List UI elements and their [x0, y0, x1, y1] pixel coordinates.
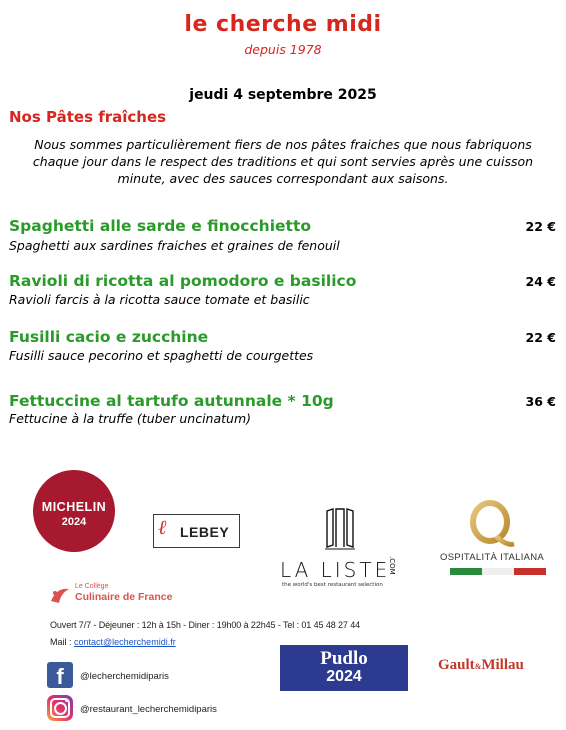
mail-label: Mail :: [50, 637, 75, 647]
intro-line: Nous sommes particulièrement fiers de nos pâtes fraiches que nous fabriquons: [34, 137, 532, 152]
lebey-logo: [153, 514, 240, 548]
pudlo-logo: [280, 645, 408, 691]
michelin-year: 2024: [61, 516, 87, 528]
section-intro: [30, 136, 536, 187]
laliste-tagline: the world's best restaurant selection: [282, 582, 383, 588]
laliste-name: LA LISTE: [280, 558, 391, 582]
restaurant-subtitle: depuis 1978: [244, 42, 322, 57]
intro-line: chaque jour dans le respect des traditions et qui sont servies après une cuisson: [32, 154, 534, 169]
dish-price: 22 €: [525, 330, 556, 345]
facebook-handle[interactable]: @lecherchemidiparis: [80, 671, 169, 682]
menu-date: jeudi 4 septembre 2025: [189, 87, 377, 103]
college-mark-icon: [49, 585, 71, 605]
college-culinaire-logo: [47, 583, 197, 607]
dish-name: Ravioli di ricotta al pomodoro e basilico: [9, 272, 357, 290]
dish-description: Fettucine à la truffe (tuber uncinatum): [9, 411, 252, 426]
dish-description: Fusilli sauce pecorino et spaghetti de courgettes: [9, 348, 314, 363]
dish-description: Spaghetti aux sardines fraiches et graines de fenouil: [9, 238, 340, 253]
dish-price: 36 €: [525, 394, 556, 409]
mail-link[interactable]: contact@lecherchemidi.fr: [74, 637, 176, 647]
ospitalita-q-icon: [468, 500, 516, 550]
gault-sep: &: [474, 662, 482, 671]
intro-line: minute, avec des sauces correspondant aux saisons.: [117, 171, 449, 186]
opening-hours: Ouvert 7/7 - Déjeuner : 12h à 15h - Diner : 19h00 à 22h45 - Tel : 01 45 48 27 44: [50, 620, 361, 630]
dish-price: 22 €: [525, 219, 556, 234]
restaurant-title: le cherche midi: [184, 12, 382, 37]
instagram-icon[interactable]: [47, 695, 73, 721]
pudlo-year: 2024: [326, 668, 362, 685]
section-title: Nos Pâtes fraîches: [9, 108, 167, 126]
facebook-icon[interactable]: f: [47, 662, 73, 688]
michelin-logo: [33, 470, 115, 552]
gault-part2: Millau: [481, 657, 524, 673]
instagram-handle[interactable]: @restaurant_lecherchemidiparis: [80, 704, 217, 715]
laliste-suffix: .COM: [388, 556, 396, 575]
dish-name: Fettuccine al tartufo autunnale * 10g: [9, 392, 334, 410]
college-line1: Le Collège: [75, 583, 109, 590]
dish-price: 24 €: [525, 274, 556, 289]
pudlo-name: Pudlo: [320, 648, 368, 669]
college-line2: Culinaire de France: [75, 591, 173, 603]
dish-name: Fusilli cacio e zucchine: [9, 328, 209, 346]
mail-line: [50, 637, 176, 647]
lebey-mark-icon: ℓ: [158, 517, 167, 539]
dish-name: Spaghetti alle sarde e finocchietto: [9, 217, 312, 235]
michelin-name: MICHELIN: [41, 500, 107, 514]
laliste-mark-icon: [325, 507, 355, 551]
lebey-text: LEBEY: [180, 524, 230, 540]
ospitalita-name: OSPITALITÀ ITALIANA: [440, 552, 545, 563]
gault-millau-logo: [438, 657, 524, 674]
dish-description: Ravioli farcis à la ricotta sauce tomate et basilic: [9, 292, 310, 307]
ospitalita-flag-stripe-icon: [450, 568, 546, 575]
gault-part1: Gault: [438, 657, 475, 673]
